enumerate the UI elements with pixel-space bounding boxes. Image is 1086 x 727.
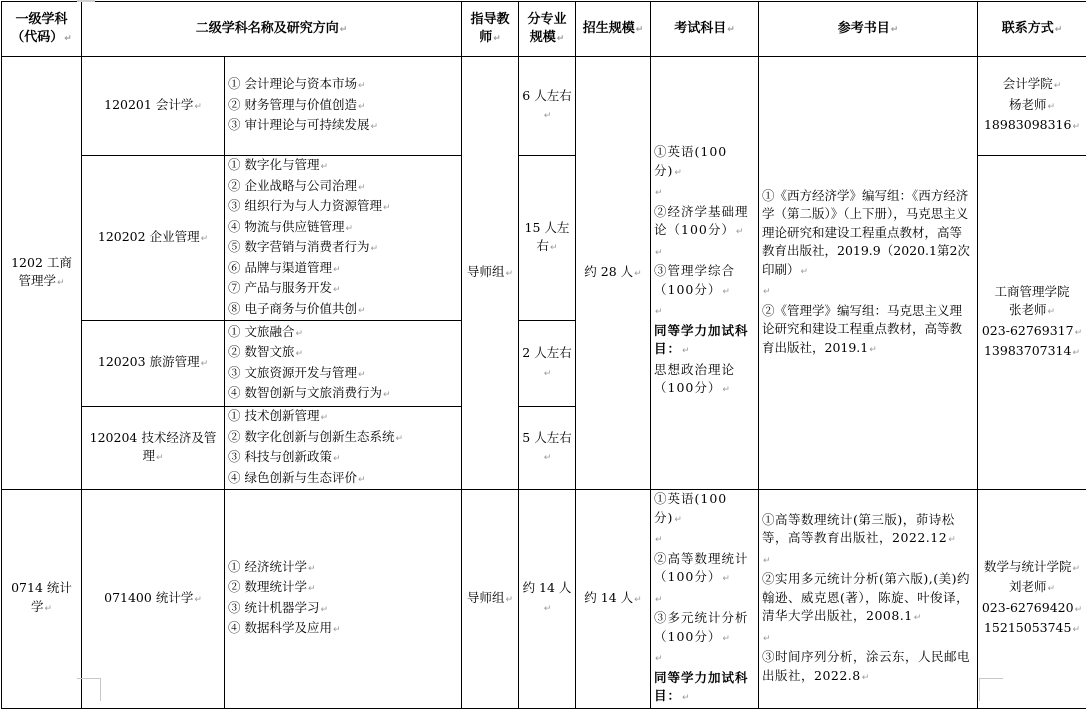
margin-corner-mark [77,678,101,701]
major-name-cell: 120204 技术经济及管理↵ [82,407,225,490]
header-level1: 一级学科（代码）↵ [2,2,82,57]
major-scale-cell: 约 14 人↵ [519,490,576,709]
major-scale-cell: 6 人左右↵ [519,57,576,156]
header-contact: 联系方式↵ [978,2,1086,57]
contact-cell: 工商管理学院 张老师↵ 023-62769317↵ 13983707314↵ [978,156,1086,490]
major-name-cell: 071400 统计学↵ [82,490,225,709]
references-cell: ①高等数理统计(第三版)，茆诗松等，高等教育出版社，2022.12↵ ↵ ②实用多元统计分析(第六版),(美)约翰逊、威克恩(著），陈旋、叶俊译，清华大学出版社，2008.1↵ ↵ ③时间序列分析，涂云东，人民邮电出版社，2022.8↵ [759,490,978,709]
header-supervisor: 指导教师↵ [462,2,519,57]
margin-corner-mark [979,678,1003,701]
major-name-cell: 120202 企业管理↵ [82,156,225,321]
header-references: 参考书目↵ [759,2,978,57]
research-directions-cell: ① 技术创新管理↵ ② 数字化创新与创新生态系统↵ ③ 科技与创新政策↵ ④ 绿色创新与生态评价↵ [225,407,462,490]
research-directions-cell: ① 文旅融合↵ ② 数智文旅↵ ③ 文旅资源开发与管理↵ ④ 数智创新与文旅消费行为↵ [225,321,462,407]
major-name-cell: 120201 会计学↵ [82,57,225,156]
header-exam: 考试科目↵ [651,2,759,57]
table-row [2,490,1086,709]
exam-subjects-cell: ①英语(100分)↵ ↵ ②高等数理统计（100分）↵ ↵ ③多元统计分析（100分）↵ ↵ 同等学力加试科目：↵ [651,490,759,709]
header-enrollment: 招生规模↵ [576,2,651,57]
major-name-cell: 120203 旅游管理↵ [82,321,225,407]
level1-cell: 0714 统计学↵ [2,490,82,709]
table-row [2,57,1086,156]
research-directions-cell: ① 数字化与管理↵ ② 企业战略与公司治理↵ ③ 组织行为与人力资源管理↵ ④ 物流与供应链管理↵ ⑤ 数字营销与消费者行为↵ ⑥ 品牌与渠道管理↵ ⑦ 产品与服务开发↵ ⑧ 电子商务与价值共创↵ [225,156,462,321]
research-directions-cell: ① 会计理论与资本市场↵ ② 财务管理与价值创造↵ ③ 审计理论与可持续发展↵ [225,57,462,156]
major-scale-cell: 15 人左右↵ [519,156,576,321]
supervisor-cell: 导师组↵ [462,57,519,490]
header-level2: 二级学科名称及研究方向↵ [82,2,462,57]
enrollment-cell: 约 14 人↵ [576,490,651,709]
research-directions-cell: ① 经济统计学↵ ② 数理统计学↵ ③ 统计机器学习↵ ④ 数据科学及应用↵ [225,490,462,709]
contact-cell: 数学与统计学院↵ 刘老师↵ 023-62769420↵ 15215053745↵ [978,490,1086,709]
enrollment-cell: 约 28 人↵ [576,57,651,490]
references-cell: ①《西方经济学》编写组：《西方经济学（第二版）》（上下册），马克思主义理论研究和建设工程重点教材，高等教育出版社，2019.9（2020.1第2次印刷）↵ ↵ ②《管理学》编写组：马克思主义理论研究和建设工程重点教材，高等教育出版社，2019.1↵ [759,57,978,490]
margin-corner-mark [77,0,95,2]
header-per-major-scale: 分专业规模↵ [519,2,576,57]
header-row [2,2,1086,57]
admissions-table [1,1,1086,709]
contact-cell: 会计学院↵ 杨老师↵ 18983098316↵ [978,57,1086,156]
major-scale-cell: 2 人左右↵ [519,321,576,407]
major-scale-cell: 5 人左右↵ [519,407,576,490]
level1-cell: 1202 工商管理学↵ [2,57,82,490]
supervisor-cell: 导师组↵ [462,490,519,709]
exam-subjects-cell: ①英语(100分)↵ ↵ ②经济学基础理论（100分）↵ ↵ ③管理学综合（100分）↵ ↵ 同等学力加试科目：↵ 思想政治理论（100分）↵ [651,57,759,490]
